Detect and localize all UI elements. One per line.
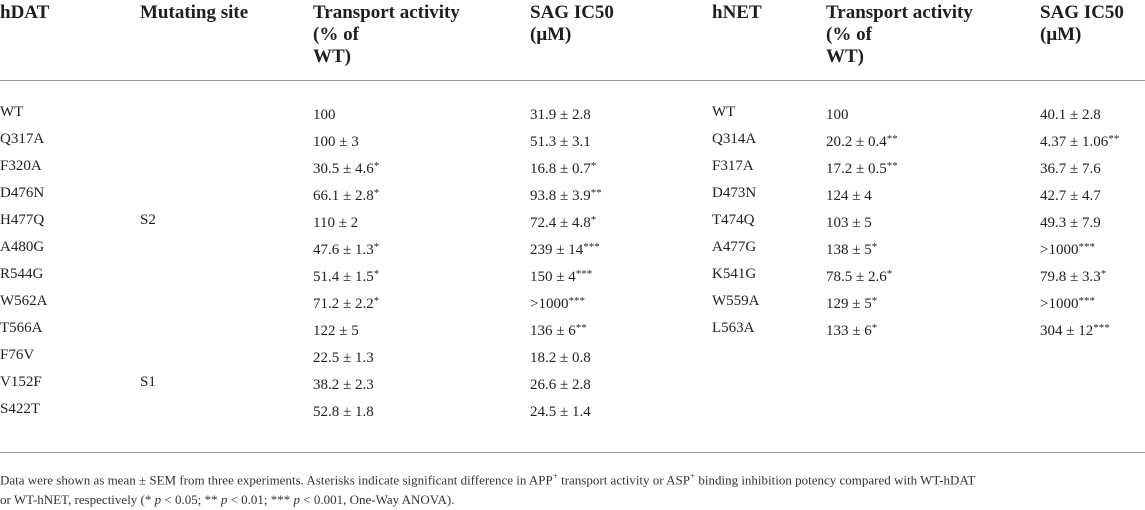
significance-marker: ** <box>1108 133 1120 145</box>
cell-sag-hnet: 40.1 ± 2.8 <box>1040 107 1101 123</box>
table-row <box>0 207 1145 234</box>
cell-hdat: T566A <box>0 320 43 336</box>
cell-sag-hdat: 31.9 ± 2.8 <box>530 107 591 123</box>
cell-hdat: R544G <box>0 266 44 282</box>
cell-sag-hdat: 93.8 ± 3.9** <box>530 187 602 204</box>
cell-hnet: D473N <box>712 185 757 201</box>
cell-transport-hnet: 103 ± 5 <box>826 215 872 231</box>
table-row <box>0 126 1145 153</box>
table-row <box>0 180 1145 207</box>
cell-transport-hdat: 47.6 ± 1.3* <box>313 241 380 258</box>
cell-transport-hnet: 78.5 ± 2.6* <box>826 268 893 285</box>
significance-marker: ** <box>886 160 898 172</box>
table-footnote: Data were shown as mean ± SEM from three experiments. Asterisks indicate significant difference in APP+ transport activity or ASP+ binding inhibition potency compared with WT-hDAT or WT-hNET, respectively (* p < 0.05; ** p < 0.01; *** p < 0.001, One-Way ANOVA). <box>0 471 976 508</box>
cell-hnet: W559A <box>712 293 760 309</box>
table-bottom-rule <box>0 452 1145 453</box>
table-header <box>0 0 1145 81</box>
significance-marker: * <box>871 295 878 307</box>
cell-transport-hdat: 71.2 ± 2.2* <box>313 295 380 312</box>
significance-marker: * <box>1100 268 1107 280</box>
significance-marker: * <box>373 268 380 280</box>
cell-hnet: WT <box>712 104 736 120</box>
cell-hdat: A480G <box>0 239 45 255</box>
cell-transport-hnet: 20.2 ± 0.4** <box>826 133 898 150</box>
cell-sag-hdat: 136 ± 6** <box>530 322 587 339</box>
significance-marker: * <box>590 214 597 226</box>
significance-marker: * <box>373 295 380 307</box>
header-hnet: hNET <box>712 2 762 23</box>
significance-marker: * <box>373 241 380 253</box>
significance-marker: * <box>590 160 597 172</box>
significance-marker: ** <box>590 187 602 199</box>
cell-sag-hdat: 72.4 ± 4.8* <box>530 214 597 231</box>
cell-hdat: H477Q <box>0 212 45 228</box>
header-transport-activity-hdat: Transport activity (% of WT) <box>313 2 460 67</box>
cell-sag-hnet: 79.8 ± 3.3* <box>1040 268 1107 285</box>
header-sag-ic50-hnet: SAG IC50 (μM) <box>1040 2 1124 45</box>
cell-mutating-site: S1 <box>140 374 156 390</box>
cell-transport-hdat: 110 ± 2 <box>313 215 359 231</box>
cell-sag-hdat: 16.8 ± 0.7* <box>530 160 597 177</box>
cell-hnet: L563A <box>712 320 755 336</box>
table-row <box>0 153 1145 180</box>
table-row <box>0 288 1145 315</box>
cell-transport-hdat: 52.8 ± 1.8 <box>313 404 374 420</box>
cell-transport-hdat: 51.4 ± 1.5* <box>313 268 380 285</box>
cell-hnet: A477G <box>712 239 757 255</box>
cell-sag-hdat: 150 ± 4*** <box>530 268 593 285</box>
cell-hdat: D476N <box>0 185 45 201</box>
significance-marker: * <box>373 187 380 199</box>
cell-hdat: V152F <box>0 374 42 390</box>
cell-sag-hnet: 49.3 ± 7.9 <box>1040 215 1101 231</box>
cell-hdat: W562A <box>0 293 48 309</box>
cell-sag-hnet: >1000*** <box>1040 295 1095 312</box>
cell-transport-hdat: 100 ± 3 <box>313 134 359 150</box>
table-row <box>0 369 1145 396</box>
cell-hnet: K541G <box>712 266 757 282</box>
table-row <box>0 234 1145 261</box>
cell-hnet: T474Q <box>712 212 755 228</box>
cell-transport-hdat: 122 ± 5 <box>313 323 359 339</box>
significance-marker: *** <box>575 268 593 280</box>
header-hdat: hDAT <box>0 2 50 23</box>
cell-hdat: Q317A <box>0 131 45 147</box>
significance-marker: *** <box>1078 295 1095 307</box>
cell-sag-hdat: 51.3 ± 3.1 <box>530 134 591 150</box>
table-row <box>0 315 1145 342</box>
cell-sag-hnet: 4.37 ± 1.06** <box>1040 133 1120 150</box>
cell-transport-hnet: 100 <box>826 107 849 123</box>
table-row <box>0 261 1145 288</box>
cell-sag-hdat: 18.2 ± 0.8 <box>530 350 591 366</box>
cell-transport-hnet: 17.2 ± 0.5** <box>826 160 898 177</box>
cell-sag-hdat: 239 ± 14*** <box>530 241 600 258</box>
significance-marker: *** <box>583 241 600 253</box>
significance-marker: * <box>373 160 380 172</box>
cell-transport-hnet: 138 ± 5* <box>826 241 878 258</box>
cell-transport-hdat: 66.1 ± 2.8* <box>313 187 380 204</box>
significance-marker: *** <box>568 295 585 307</box>
cell-sag-hnet: 42.7 ± 4.7 <box>1040 188 1101 204</box>
cell-transport-hdat: 22.5 ± 1.3 <box>313 350 374 366</box>
significance-marker: ** <box>575 322 587 334</box>
cell-transport-hdat: 38.2 ± 2.3 <box>313 377 374 393</box>
cell-sag-hdat: 26.6 ± 2.8 <box>530 377 591 393</box>
significance-marker: *** <box>1078 241 1095 253</box>
header-mutating-site: Mutating site <box>140 2 249 23</box>
cell-hdat: F320A <box>0 158 42 174</box>
header-sag-ic50-hdat: SAG IC50 (μM) <box>530 2 614 45</box>
significance-marker: * <box>886 268 893 280</box>
significance-marker: * <box>871 241 878 253</box>
cell-hnet: F317A <box>712 158 754 174</box>
cell-hdat: F76V <box>0 347 35 363</box>
table-row <box>0 396 1145 423</box>
cell-transport-hnet: 124 ± 4 <box>826 188 872 204</box>
significance-marker: *** <box>1093 322 1110 334</box>
cell-mutating-site: S2 <box>140 212 156 228</box>
header-transport-activity-hnet: Transport activity (% of WT) <box>826 2 973 67</box>
cell-transport-hdat: 100 <box>313 107 336 123</box>
cell-sag-hnet: >1000*** <box>1040 241 1095 258</box>
cell-transport-hnet: 133 ± 6* <box>826 322 878 339</box>
cell-sag-hnet: 304 ± 12*** <box>1040 322 1110 339</box>
cell-sag-hnet: 36.7 ± 7.6 <box>1040 161 1101 177</box>
table-row <box>0 99 1145 126</box>
cell-sag-hdat: 24.5 ± 1.4 <box>530 404 591 420</box>
cell-hdat: WT <box>0 104 24 120</box>
cell-hnet: Q314A <box>712 131 757 147</box>
significance-marker: ** <box>886 133 898 145</box>
significance-marker: * <box>871 322 878 334</box>
cell-transport-hdat: 30.5 ± 4.6* <box>313 160 380 177</box>
cell-hdat: S422T <box>0 401 41 417</box>
cell-sag-hdat: >1000*** <box>530 295 585 312</box>
table-row <box>0 342 1145 369</box>
cell-transport-hnet: 129 ± 5* <box>826 295 878 312</box>
